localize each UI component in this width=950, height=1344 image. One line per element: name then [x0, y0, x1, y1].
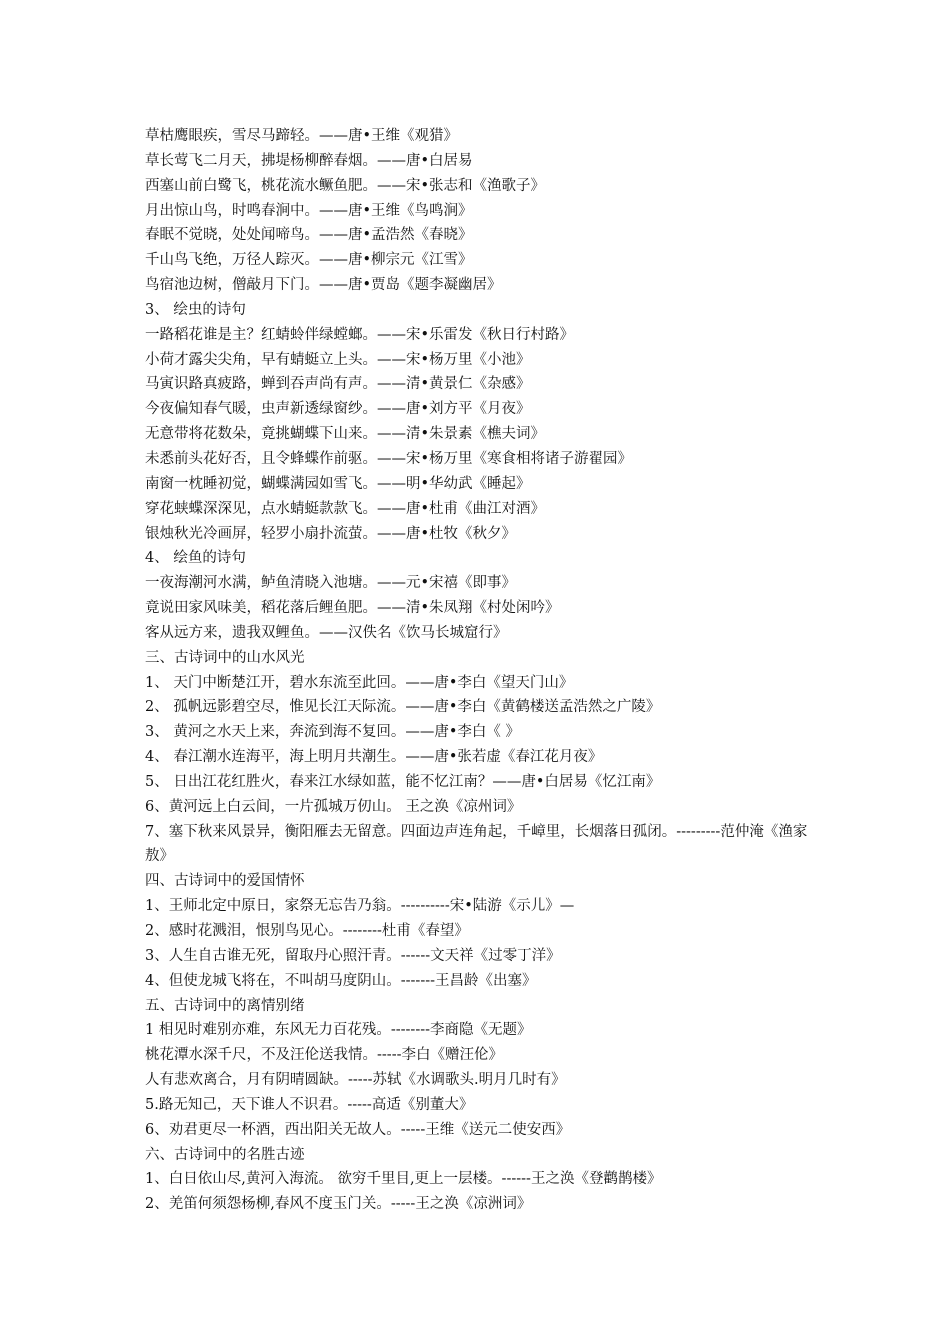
document-body [145, 124, 815, 1217]
text-line: 2、羌笛何须怨杨柳,春风不度玉门关。-----王之涣《凉洲词》 [145, 1196, 532, 1213]
text-line: 一路稻花谁是主？红蜻蛉伴绿螳螂。——宋•乐雷发《秋日行村路》 [145, 326, 575, 343]
text-line: 南窗一枕睡初觉，蝴蝶满园如雪飞。——明•华幼武《睡起》 [145, 475, 531, 492]
text-line: 1 相见时难别亦难，东风无力百花残。--------李商隐《无题》 [145, 1022, 532, 1039]
text-line: 未悉前头花好否，且令蜂蝶作前驱。——宋•杨万里《寒食相将诸子游翟园》 [145, 450, 633, 467]
text-line: 桃花潭水深千尺，不及汪伦送我情。-----李白《赠汪伦》 [145, 1047, 503, 1064]
text-line: 4、但使龙城飞将在，不叫胡马度阴山。-------王昌龄《出塞》 [145, 972, 537, 989]
text-line: 1、王师北定中原日，家祭无忘告乃翁。----------宋•陆游《示儿》— [145, 898, 575, 915]
text-line: 月出惊山鸟，时鸣春涧中。——唐•王维《鸟鸣涧》 [145, 202, 473, 219]
text-line: 3、 黄河之水天上来，奔流到海不复回。——唐•李白《 》 [145, 724, 520, 741]
text-line: 草长莺飞二月天，拂堤杨柳醉春烟。——唐•白居易 [145, 152, 473, 169]
text-line: 一夜海潮河水满，鲈鱼清晓入池塘。——元•宋禧《即事》 [145, 575, 517, 592]
section-heading: 3、 绘虫的诗句 [145, 301, 246, 318]
text-line: 客从远方来，遗我双鲤鱼。——汉佚名《饮马长城窟行》 [145, 624, 508, 641]
text-line: 2、 孤帆远影碧空尽，惟见长江天际流。——唐•李白《黄鹤楼送孟浩然之广陵》 [145, 699, 661, 716]
text-line: 春眠不觉晓，处处闻啼鸟。——唐•孟浩然《春晓》 [145, 227, 473, 244]
text-line: 小荷才露尖尖角，早有蜻蜓立上头。——宋•杨万里《小池》 [145, 351, 531, 368]
text-line: 人有悲欢离合，月有阴晴圆缺。-----苏轼《水调歌头.明月几时有》 [145, 1072, 566, 1089]
section-heading: 五、古诗词中的离情别绪 [145, 997, 305, 1014]
text-line: 3、人生自古谁无死，留取丹心照汗青。------文天祥《过零丁洋》 [145, 947, 561, 964]
text-line: 银烛秋光冷画屏，轻罗小扇扑流萤。——唐•杜牧《秋夕》 [145, 525, 517, 542]
text-line: 马寅识路真疲路，蝉到吞声尚有声。——清•黄景仁《杂感》 [145, 376, 531, 393]
section-heading: 六、古诗词中的名胜古迹 [145, 1146, 305, 1163]
section-heading: 四、古诗词中的爱国情怀 [145, 873, 305, 890]
text-line: 草枯鹰眼疾，雪尽马蹄轻。——唐•王维《观猎》 [145, 128, 459, 144]
text-line: 6、黄河远上白云间，一片孤城万仞山。 王之涣《凉州词》 [145, 798, 522, 815]
section-heading: 三、古诗词中的山水风光 [145, 649, 305, 666]
text-line: 1、 天门中断楚江开，碧水东流至此回。——唐•李白《望天门山》 [145, 674, 574, 691]
section-heading: 4、 绘鱼的诗句 [145, 550, 246, 567]
text-line: 7、塞下秋来风景异，衡阳雁去无留意。四面边声连角起，千嶂里，长烟落日孤闭。---------范仲淹《渔家敖》 [145, 823, 808, 865]
text-line: 今夜偏知春气暖，虫声新透绿窗纱。——唐•刘方平《月夜》 [145, 401, 531, 418]
text-line: 5、 日出江花红胜火，春来江水绿如蓝，能不忆江南？——唐•白居易《忆江南》 [145, 773, 661, 790]
text-line: 无意带将花数朵，竟挑蝴蝶下山来。——清•朱景素《樵夫词》 [145, 426, 546, 443]
text-line: 6、劝君更尽一杯酒，西出阳关无故人。-----王维《送元二使安西》 [145, 1121, 571, 1138]
text-line: 千山鸟飞绝，万径人踪灭。——唐•柳宗元《江雪》 [145, 252, 473, 269]
text-line: 1、白日依山尽,黄河入海流。 欲穷千里目,更上一层楼。------王之涣《登鹳鹊楼》 [145, 1171, 662, 1188]
text-line: 鸟宿池边树，僧敲月下门。——唐•贾岛《题李凝幽居》 [145, 277, 502, 294]
text-line: 穿花蛱蝶深深见，点水蜻蜓款款飞。——唐•杜甫《曲江对酒》 [145, 500, 546, 517]
text-line: 4、 春江潮水连海平，海上明月共潮生。——唐•张若虚《春江花月夜》 [145, 749, 603, 766]
text-line: 竟说田家风味美，稻花落后鲤鱼肥。——清•朱凤翔《村处闲吟》 [145, 600, 560, 617]
text-line: 2、感时花溅泪，恨别鸟见心。--------杜甫《春望》 [145, 923, 469, 939]
text-line: 西塞山前白鹭飞，桃花流水鳜鱼肥。——宋•张志和《渔歌子》 [145, 177, 546, 194]
text-line: 5.路无知己，天下谁人不识君。-----高适《别董大》 [145, 1096, 474, 1113]
